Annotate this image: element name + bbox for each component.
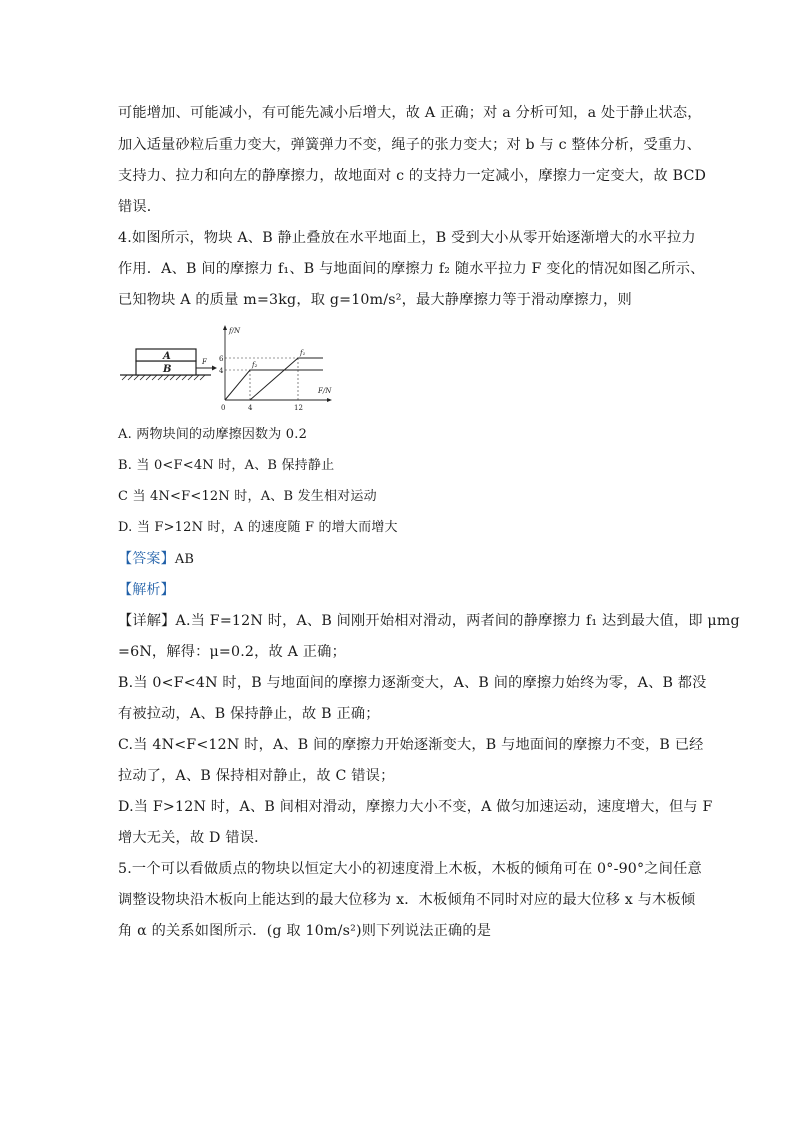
explain-line: 【详解】A.当 F=12N 时，A、B 间刚开始相对滑动，两者间的静摩擦力 f₁ 达到最大值，即 μmg [118, 613, 740, 629]
answer-value: AB [174, 552, 195, 567]
x-tick-label: 12 [294, 404, 303, 412]
ground-hatching [122, 375, 205, 380]
explain-line: C.当 4N<F<12N 时，A、B 间的摩擦力开始逐渐变大，B 与地面间的摩擦力不变，B 已经 [118, 737, 704, 753]
question-5-stem: 5.一个可以看做质点的物块以恒定大小的初速度滑上木板，木板的倾角可在 0°-90°之间任意 [118, 861, 702, 877]
text-line: 错误． [118, 199, 162, 215]
explain-line: 增大无关，故 D 错误． [118, 830, 269, 846]
answer-line [118, 549, 194, 570]
block-b-label: B [163, 364, 172, 375]
f2-curve [225, 370, 323, 400]
option-d: D. 当 F>12N 时，A 的速度随 F 的增大而增大 [118, 520, 398, 535]
explain-line: B.当 0<F<4N 时，B 与地面间的摩擦力逐渐变大，A、B 间的摩擦力始终为零，A、B 都没 [118, 675, 707, 691]
analysis-line [118, 580, 175, 600]
y-axis-label: f/N [229, 327, 241, 335]
explain-line: =6N，解得：μ=0.2，故 A 正确； [118, 644, 346, 660]
analysis-label: 【解析】 [118, 582, 175, 598]
explain-line: 拉动了，A、B 保持相对静止，故 C 错误； [118, 768, 395, 784]
x-tick-label: 4 [248, 404, 253, 412]
question-figure [118, 322, 338, 417]
explain-line: 角 α 的关系如图所示．(g 取 10m/s²)则下列说法正确的是 [118, 923, 492, 939]
origin-label: 0 [221, 404, 226, 412]
y-tick-label: 6 [219, 355, 224, 363]
y-axis-arrow [223, 325, 227, 330]
answer-label: 【答案】 [118, 551, 175, 567]
force-arrowhead [212, 366, 217, 371]
f1-curve [250, 358, 323, 400]
text-line: 支持力、拉力和向左的静摩擦力，故地面对 c 的支持力一定减小，摩擦力一定变大，故 BCD [118, 168, 707, 184]
explain-line: 调整设物块沿木板向上能达到的最大位移为 x．木板倾角不同时对应的最大位移 x 与木板倾 [118, 892, 696, 908]
option-a: A. 两物块间的动摩擦因数为 0.2 [118, 427, 308, 442]
text-line: 已知物块 A 的质量 m=3kg，取 g=10m/s²，最大静摩擦力等于滑动摩擦力，则 [118, 292, 632, 308]
explain-line: 有被拉动，A、B 保持静止，故 B 正确； [118, 706, 380, 722]
f1-label: f₁ [300, 349, 306, 357]
f2-label: f₂ [252, 361, 258, 369]
reference-dashes [225, 358, 298, 400]
option-c: C 当 4N<F<12N 时，A、B 发生相对运动 [118, 489, 377, 504]
text-line: 加入适量砂粒后重力变大，弹簧弹力不变，绳子的张力变大；对 b 与 c 整体分析，受重力、 [118, 137, 701, 153]
friction-graph [118, 322, 338, 417]
option-b: B. 当 0<F<4N 时，A、B 保持静止 [118, 458, 335, 473]
block-a-label: A [163, 351, 171, 362]
x-axis-label: F/N [318, 387, 332, 395]
y-tick-label: 4 [219, 367, 224, 375]
x-axis-arrow [327, 398, 332, 402]
question-4-stem: 4.如图所示，物块 A、B 静止叠放在水平地面上，B 受到大小从零开始逐渐增大的水平拉力 [118, 230, 696, 246]
force-label: F [202, 358, 207, 366]
explain-line: D.当 F>12N 时，A、B 间相对滑动，摩擦力大小不变，A 做匀加速运动，速度增大，但与 F [118, 799, 713, 815]
text-line: 作用．A、B 间的摩擦力 f₁、B 与地面间的摩擦力 f₂ 随水平拉力 F 变化的情况如图乙所示、 [118, 261, 705, 277]
text-line: 可能增加、可能减小，有可能先减小后增大，故 A 正确；对 a 分析可知，a 处于静止状态， [118, 105, 702, 121]
